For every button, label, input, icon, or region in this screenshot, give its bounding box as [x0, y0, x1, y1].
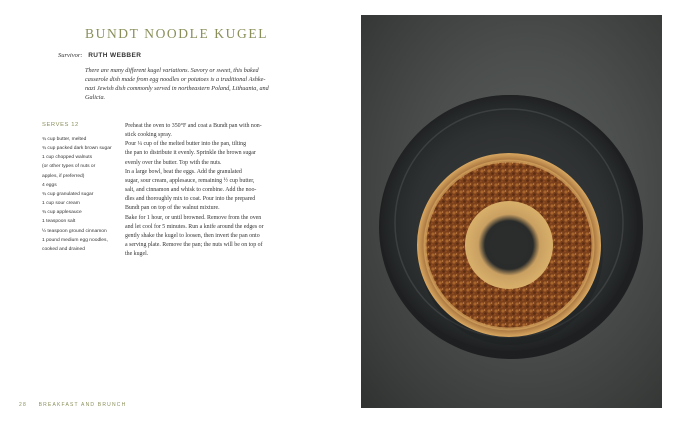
ingredient-item: ¾ cup butter, melted: [42, 137, 87, 142]
ingredient-item: 4 eggs: [42, 182, 57, 188]
method-line: dles and thoroughly mix to coat. Pour into the prepared: [125, 196, 256, 203]
ingredient-item: 1 teaspoon salt: [42, 219, 76, 225]
page-number: 28: [19, 402, 27, 408]
method-line: In a large bowl, beat the eggs. Add the granulated: [125, 168, 242, 175]
method-line: stick cooking spray.: [125, 132, 172, 139]
ingredient-item: apples, if preferred): [42, 173, 85, 179]
recipe-title: BUNDT NOODLE KUGEL: [85, 26, 269, 41]
intro-line: There are many different kugel variations. Savory or sweet, this baked: [85, 67, 259, 74]
kugel-illustration: [361, 15, 662, 408]
method-line: Preheat the oven to 350°F and coat a Bundt pan with non-: [125, 123, 262, 129]
ingredient-item: 1 cup chopped walnuts: [42, 155, 93, 161]
serves-label: SERVES 12: [42, 122, 79, 128]
recipe-intro: [85, 66, 297, 102]
ingredient-item: cooked and drained: [42, 246, 85, 252]
page-footer: [19, 402, 126, 408]
intro-line: Galicia.: [85, 94, 106, 102]
intro-line: casserole dish made from egg noodles or potatoes is a traditional Ashke-: [85, 76, 266, 84]
ingredient-item: ¾ cup granulated sugar: [42, 191, 94, 197]
method-line: and let cool for 5 minutes. Run a knife around the edges or: [125, 223, 264, 230]
method-line: gently shake the kugel to loosen, then invert the pan onto: [125, 232, 260, 239]
method-line: a serving plate. Remove the pan; the nuts will be on top of: [125, 242, 263, 249]
ingredient-item: ¾ cup applesauce: [42, 210, 82, 216]
method-line: evenly over the butter. Top with the nuts.: [125, 159, 222, 166]
right-page: [352, 0, 679, 425]
method-line: the pan to distribute it evenly. Sprinkle the brown sugar: [125, 150, 256, 157]
method-line: salt, and cinnamon and whisk to combine. Add the noo-: [125, 187, 257, 194]
ingredient-list: [42, 135, 124, 254]
method-line: Pour ¼ cup of the melted butter into the pan, tilting: [125, 141, 247, 148]
method-line: Bundt pan on top of the walnut mixture.: [125, 205, 220, 212]
ingredient-item: 1 pound medium egg noodles,: [42, 237, 108, 243]
survivor-name: RUTH WEBBER: [88, 52, 142, 59]
intro-line: nazi Jewish dish commonly served in northeastern Poland, Lithuania, and: [85, 85, 269, 93]
kugel-center-hole: [489, 225, 529, 265]
bundt-kugel-photo: [361, 15, 662, 408]
section-name: BREAKFAST AND BRUNCH: [38, 402, 127, 408]
method-text: [125, 122, 300, 259]
method-line: sugar, sour cream, applesauce, remaining ½ cup butter,: [125, 177, 255, 184]
ingredient-item: ¾ cup packed dark brown sugar: [42, 146, 112, 152]
survivor-line: [58, 52, 141, 59]
ingredient-item: (or other types of nuts or: [42, 164, 96, 170]
survivor-label: Survivor:: [58, 52, 83, 59]
method-line: the kugel.: [125, 251, 149, 258]
ingredient-item: 1 cup sour cream: [42, 201, 80, 207]
ingredient-item: ½ teaspoon ground cinnamon: [42, 228, 107, 234]
method-line: Bake for 1 hour, or until browned. Remove from the oven: [125, 214, 262, 221]
